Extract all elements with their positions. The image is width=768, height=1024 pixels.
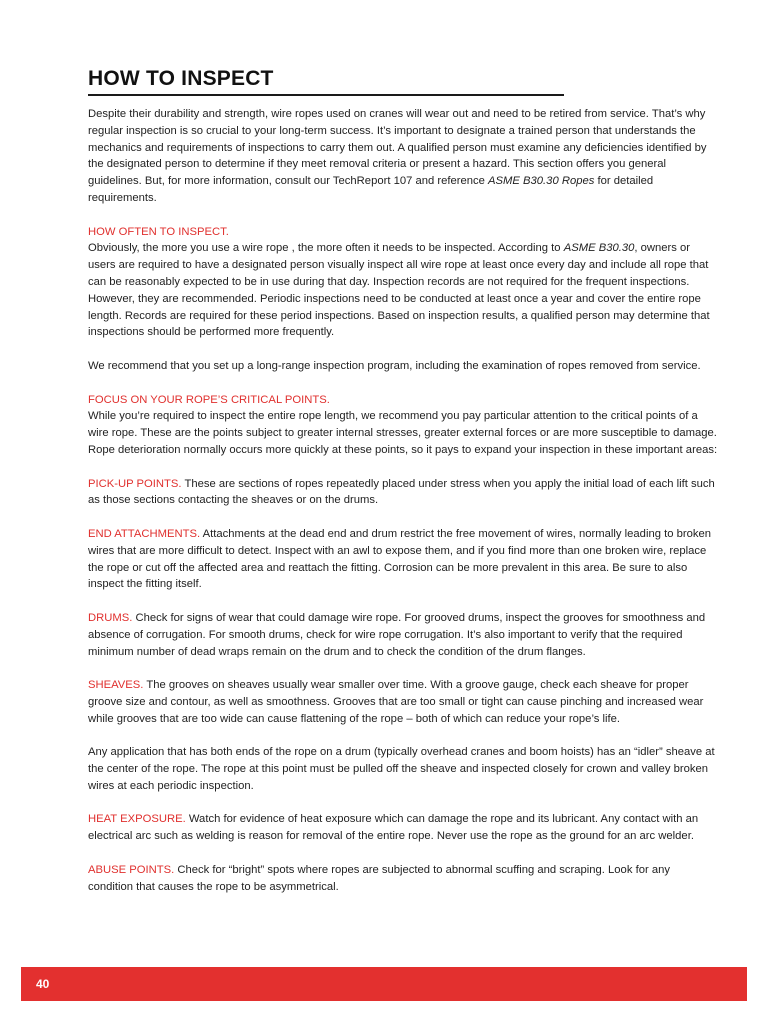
abuse-text: Check for “bright” spots where ropes are subjected to abnormal scuffing and scraping. Look for any condition that causes the rope to be asymmetrical. — [88, 863, 670, 893]
heat-paragraph — [88, 811, 718, 845]
page-title: HOW TO INSPECT — [88, 67, 274, 90]
footer-bar — [21, 967, 747, 1001]
abuse-paragraph — [88, 862, 718, 896]
heat-text: Watch for evidence of heat exposure which can damage the rope and its lubricant. Any contact with an electrical arc such as welding is reason for removal of the entire rope. Never use the rope as the ground for an arc welder. — [88, 813, 699, 843]
pickup-text: These are sections of ropes repeatedly placed under stress when you apply the initial load of each lift such as those sections contacting the sheaves or on the drums. — [88, 477, 715, 507]
drums-paragraph — [88, 610, 718, 660]
intro-text-1: Despite their durability and strength, wire ropes used on cranes will wear out and need to be retired from service. That’s why regular inspection is so crucial to your long-term success. It’s important to designate a trained person that understands the mechanics and requirements of inspections to carry them out. A qualified person must examine any deficiencies identified by the designated person to determine if they meet removal criteria or present a hazard. This section offers you general guidelines. But, for more information, consult our TechReport 107 and reference — [88, 108, 707, 188]
critical-text: While you’re required to inspect the entire rope length, we recommend you pay particular attention to the critical points of a wire rope. These are the points subject to greater internal stresses, greater external forces or are more susceptible to damage. Rope deterioration normally occurs more quickly at these points, so it pays to expand your inspection in these important areas: — [88, 410, 718, 456]
heat-label: HEAT EXPOSURE. — [88, 813, 186, 826]
how-often-heading: HOW OFTEN TO INSPECT. — [88, 225, 229, 238]
pickup-paragraph — [88, 476, 718, 510]
sheaves-label: SHEAVES. — [88, 679, 144, 692]
sheaves-paragraph — [88, 677, 718, 727]
how-often-text-1: Obviously, the more you use a wire rope , the more often it needs to be inspected. According to — [88, 242, 564, 255]
abuse-label: ABUSE POINTS. — [88, 863, 175, 876]
critical-heading: FOCUS ON YOUR ROPE’S CRITICAL POINTS. — [88, 393, 330, 406]
how-often-section — [88, 224, 718, 342]
pickup-label: PICK-UP POINTS. — [88, 477, 182, 490]
body-content — [88, 106, 718, 912]
sheaves-text: The grooves on sheaves usually wear smaller over time. With a groove gauge, check each sheave for proper groove size and contour, as well as smoothness. Grooves that are too small or tight can cause pinching and increased wear while grooves that are too wide can cause flattening of the rope – both of which can reduce your rope’s life. — [88, 679, 704, 725]
end-attachments-text: Attachments at the dead end and drum restrict the free movement of wires, normally leading to broken wires that are more difficult to detect. Inspect with an awl to expose them, and if you find more than one broken wire, replace the rope or cut off the affected area and reattach the fitting. Corrosion can be more prevalent in this area. Be sure to also inspect the fitting itself. — [88, 527, 711, 591]
intro-paragraph — [88, 106, 718, 207]
drums-label: DRUMS. — [88, 611, 133, 624]
end-attachments-paragraph — [88, 526, 718, 593]
drums-text: Check for signs of wear that could damage wire rope. For grooved drums, inspect the grooves for smoothness and absence of corrugation. For smooth drums, check for wire rope corrugation. It’s also important to verify that the required minimum number of dead wraps remain on the drum and to check the condition of the drum flanges. — [88, 611, 706, 658]
program-paragraph: We recommend that you set up a long-range inspection program, including the examination of ropes removed from service. — [88, 359, 701, 372]
intro-text-2: for detailed requirements. — [88, 175, 654, 204]
title-rule — [88, 94, 564, 96]
how-often-text-2: , owners or users are required to have a designated person visually inspect all wire rope at least once every day and include all rope that can be reasonably expected to be in use during that day. Inspection records are not required for the frequent inspections. However, they are recommended. Periodic inspections need to be conducted at least once a year and cover the entire rope length. Records are required for these period inspections. Based on inspection results, a qualified person may determine that inspections should be performed more frequently. — [88, 242, 710, 339]
how-often-reference: ASME B30.30 — [563, 242, 635, 255]
page-number: 40 — [36, 977, 50, 991]
critical-section — [88, 392, 718, 459]
idler-paragraph: Any application that has both ends of the rope on a drum (typically overhead cranes and boom hoists) has an “idler” sheave at the center of the rope. The rope at this point must be pulled off the sheave and inspected closely for crown and valley broken wires at each periodic inspection. — [88, 746, 715, 792]
intro-reference: ASME B30.30 Ropes — [488, 175, 595, 188]
end-attachments-label: END ATTACHMENTS. — [88, 527, 201, 540]
